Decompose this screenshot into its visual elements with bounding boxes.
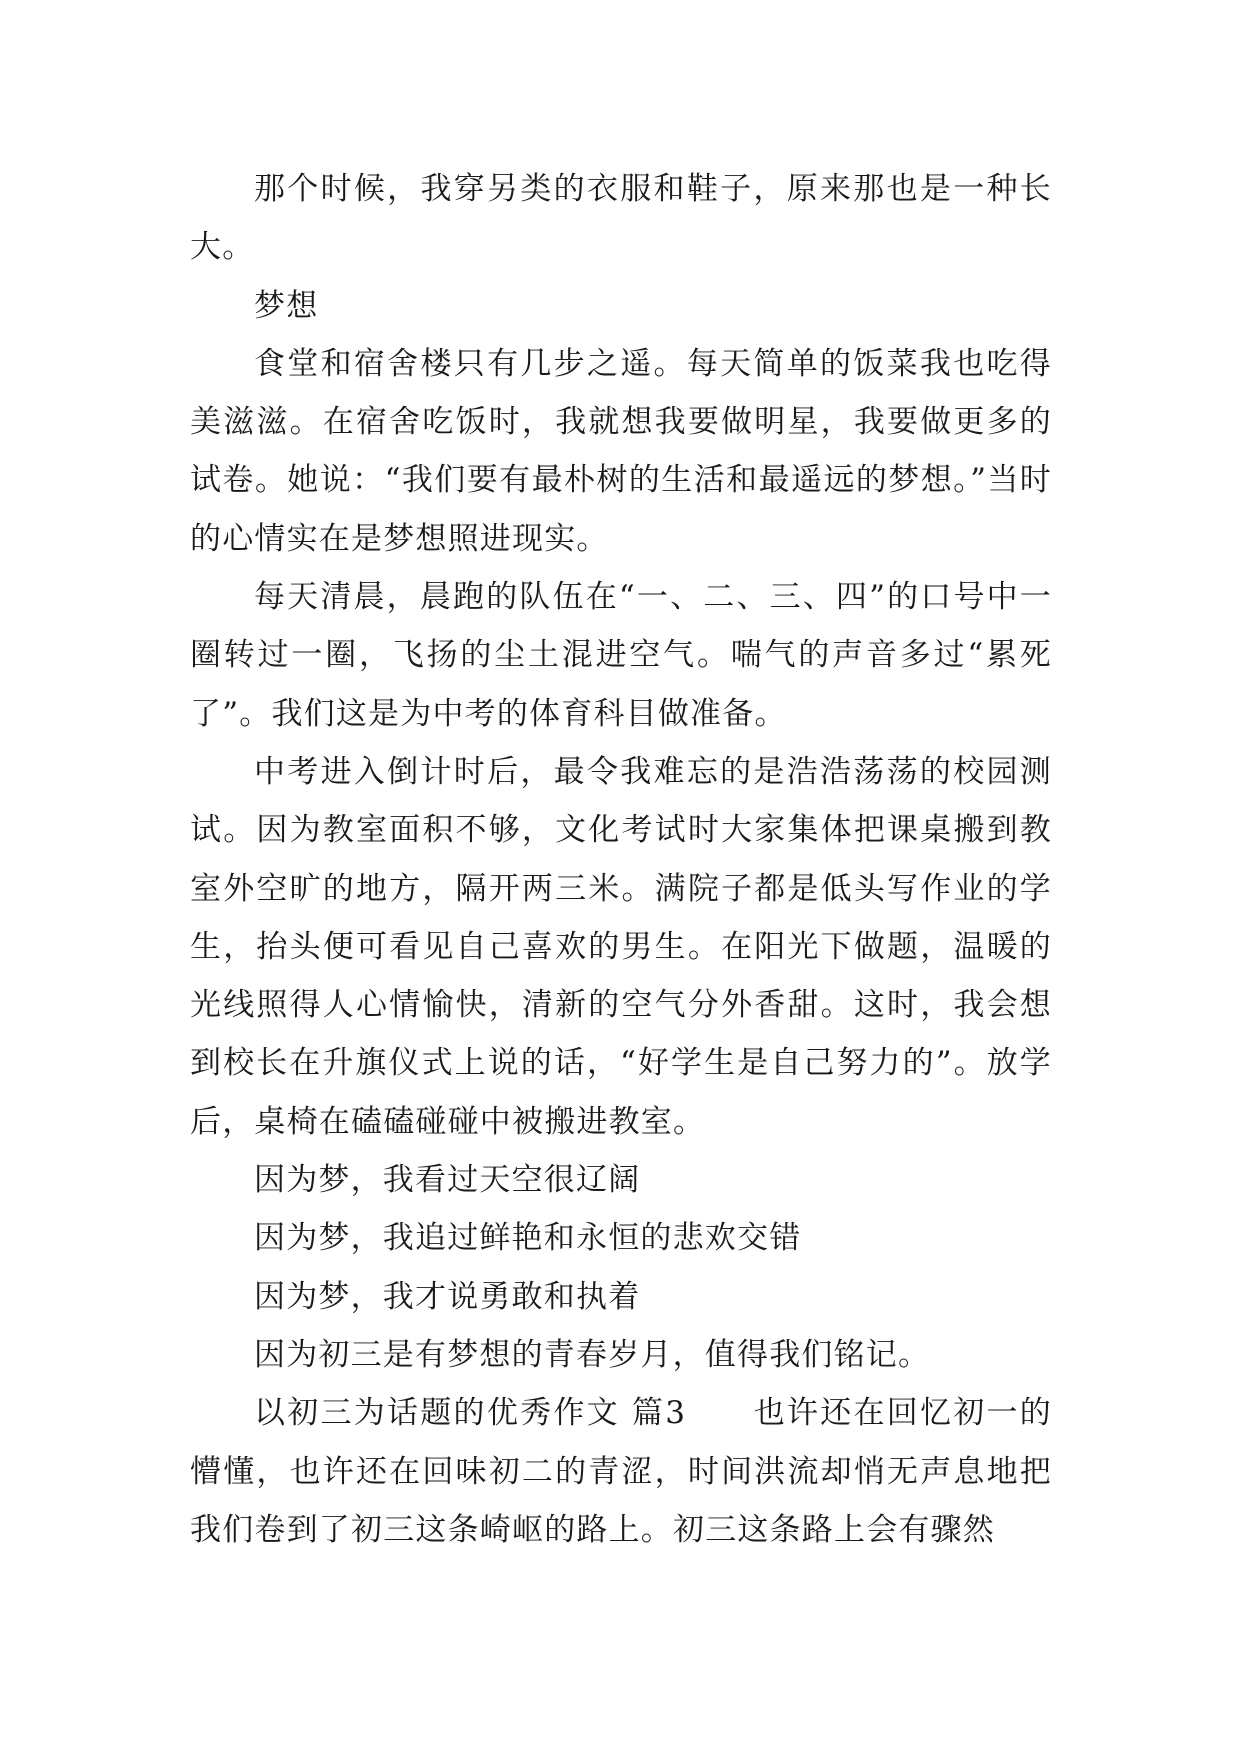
section-heading: 梦想 <box>254 287 319 324</box>
document-body <box>190 160 1052 1559</box>
paragraph: 因为初三是有梦想的青春岁月，值得我们铭记。 <box>254 1336 931 1373</box>
paragraph: 中考进入倒计时后，最令我难忘的是浩浩荡荡的校园测试。因为教室面积不够，文化考试时大家集体把课桌搬到教室外空旷的地方，隔开两三米。满院子都是低头写作业的学生，抬头便可看见自己喜欢的男生。在阳光下做题，温暖的光线照得人心情愉快，清新的空气分外香甜。这时，我会想到校长在升旗仪式上说的话，“好学生是自己努力的”。放学后，桌椅在磕磕碰碰中被搬进教室。 <box>190 753 1052 1140</box>
poem-line: 因为梦，我才说勇敢和执着 <box>254 1278 641 1315</box>
paragraph: 以初三为话题的优秀作文 篇3 也许还在回忆初一的懵懂，也许还在回味初二的青涩，时间洪流却悄无声息地把我们卷到了初三这条崎岖的路上。初三这条路上会有骤然 <box>190 1395 1052 1548</box>
poem-line: 因为梦，我看过天空很辽阔 <box>254 1162 641 1199</box>
paragraph: 每天清晨，晨跑的队伍在“一、二、三、四”的口号中一圈转过一圈，飞扬的尘土混进空气。喘气的声音多过“累死了”。我们这是为中考的体育科目做准备。 <box>190 579 1052 732</box>
paragraph: 那个时候，我穿另类的衣服和鞋子，原来那也是一种长大。 <box>190 171 1052 266</box>
paragraph: 食堂和宿舍楼只有几步之遥。每天简单的饭菜我也吃得美滋滋。在宿舍吃饭时，我就想我要做明星，我要做更多的试卷。她说：“我们要有最朴树的生活和最遥远的梦想。”当时的心情实在是梦想照进现实。 <box>190 345 1052 557</box>
poem-line: 因为梦，我追过鲜艳和永恒的悲欢交错 <box>254 1220 802 1257</box>
